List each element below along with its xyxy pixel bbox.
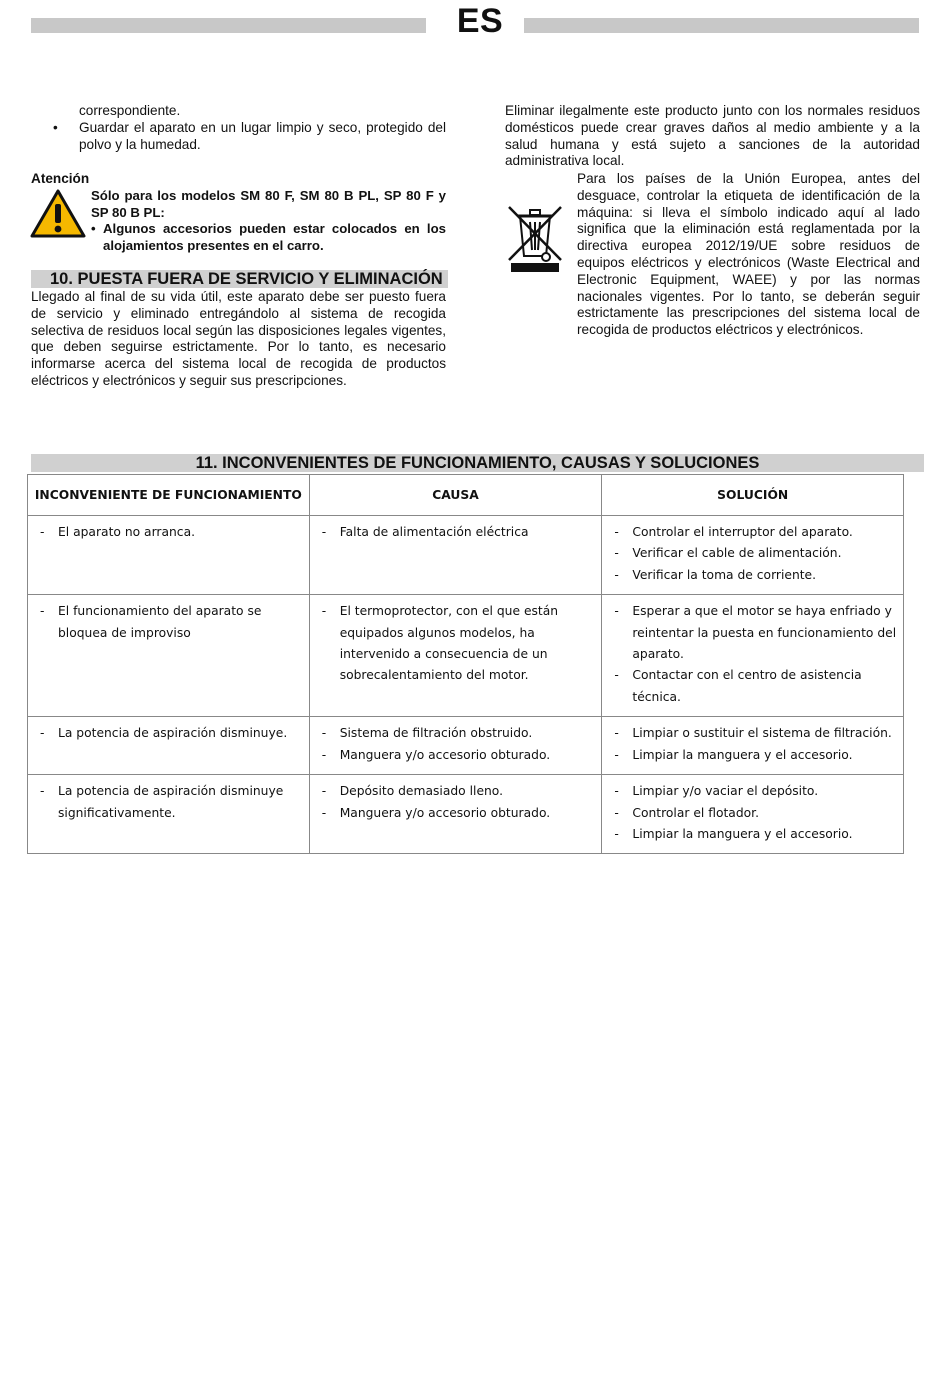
table-row: [28, 717, 904, 775]
item-text: Verificar la toma de corriente.: [632, 567, 817, 582]
warning-icon: [30, 189, 86, 239]
problem-cell: [28, 717, 310, 775]
list-item: - El aparato no arranca.: [40, 525, 196, 539]
attention-models: Sólo para los modelos SM 80 F, SM 80 B PL, SP 80 F y SP 80 B PL:: [91, 188, 446, 220]
item-text: Limpiar la manguera y el accesorio.: [632, 747, 853, 762]
list-item: - Sistema de filtración obstruido.: [321, 726, 533, 741]
section-10-body: [31, 289, 446, 390]
header-cause: CAUSA: [309, 475, 602, 516]
list-item: - La potencia de aspiración disminuye significativamente.: [40, 784, 284, 820]
item-text: El aparato no arranca.: [58, 525, 196, 539]
table-row: [28, 775, 904, 854]
solution-cell: [602, 595, 904, 717]
troubleshooting-table: [27, 474, 904, 854]
list-item: - Limpiar y/o vaciar el depósito.: [614, 784, 819, 799]
left-column-top: [31, 103, 446, 153]
bullet-store: [31, 120, 446, 154]
solution-cell: [602, 717, 904, 775]
cause-cell: [309, 775, 602, 854]
list-item: - Verificar la toma de corriente.: [614, 567, 817, 582]
weee-directive-text: Para los países de la Unión Europea, antes del desguace, controlar la etiqueta de identificación de la máquina: si lleva el símbolo indicado aquí al lado significa que la eliminación está reglamentada por la directiva europea 2012/19/UE sobre residuos de equipos eléctricos y electrónicos (Waste Electrical and Electronic Equipment, WAEE) y por las normas nacionales vigentes. Por lo tanto, se deberán seguir estrictamente las prescripciones del sistema local de recogida de productos eléctricos y electrónicos.: [577, 171, 920, 338]
attention-bullet-text: Algunos accesorios pueden estar colocados en los alojamientos presentes en el carro.: [103, 221, 446, 253]
item-text: Limpiar o sustituir el sistema de filtración.: [632, 726, 892, 741]
table-header-row: [28, 475, 904, 516]
attention-bullet: [91, 221, 446, 255]
solution-cell: [602, 516, 904, 595]
list-item: - Limpiar o sustituir el sistema de filtración.: [614, 726, 892, 741]
item-text: Esperar a que el motor se haya enfriado y reintentar la puesta en funcionamiento del aparato.: [632, 604, 897, 662]
item-text: El termoprotector, con el que están equipados algunos modelos, ha intervenido a consecuencia de un sobrecalentamiento del motor.: [339, 604, 559, 683]
right-paragraph-2: [577, 171, 920, 339]
attention-bullet-dot: •: [91, 221, 96, 236]
problem-cell: [28, 516, 310, 595]
disposal-warning-text: Eliminar ilegalmente este producto junto con los normales residuos domésticos puede crear graves daños al medio ambiente y a la salud humana y está sujeto a sanciones de la autoridad administrativa local.: [505, 103, 920, 169]
crossed-out-wheelie-bin-icon: [506, 204, 564, 274]
item-text: Manguera y/o accesorio obturado.: [339, 805, 551, 820]
solution-cell: [602, 775, 904, 854]
bullet-dot: •: [53, 119, 58, 135]
list-item: - El funcionamiento del aparato se bloquea de improviso: [40, 604, 262, 640]
language-code: ES: [456, 2, 504, 40]
cause-cell: [309, 595, 602, 717]
item-text: Limpiar la manguera y el accesorio.: [632, 827, 853, 842]
list-item: - Controlar el flotador.: [614, 805, 760, 820]
problem-cell: [28, 775, 310, 854]
header-bar-right: [524, 18, 919, 33]
item-text: Limpiar y/o vaciar el depósito.: [632, 784, 819, 799]
item-text: Verificar el cable de alimentación.: [632, 546, 842, 561]
section-11-title-text: 11. INCONVENIENTES DE FUNCIONAMIENTO, CAUSAS Y SOLUCIONES: [195, 454, 760, 472]
problem-cell: [28, 595, 310, 717]
item-text: Controlar el interruptor del aparato.: [632, 525, 853, 539]
item-text: El funcionamiento del aparato se bloquea de improviso: [58, 604, 262, 640]
continuation-line: correspondiente.: [79, 103, 181, 118]
item-text: La potencia de aspiración disminuye.: [58, 726, 288, 741]
list-item: - Depósito demasiado lleno.: [321, 784, 504, 799]
table-row: [28, 516, 904, 595]
item-text: La potencia de aspiración disminuye significativamente.: [58, 784, 284, 820]
cause-cell: [309, 516, 602, 595]
list-item: - El termoprotector, con el que están equipados algunos modelos, ha intervenido a consecuencia de un sobrecalentamiento del motor.: [321, 604, 559, 683]
right-paragraph-1: [505, 103, 920, 170]
header-bar-left: [31, 18, 426, 33]
bullet-store-text: Guardar el aparato en un lugar limpio y seco, protegido del polvo y la humedad.: [79, 119, 446, 152]
list-item: - Manguera y/o accesorio obturado.: [321, 805, 551, 820]
list-item: - Limpiar la manguera y el accesorio.: [614, 827, 853, 842]
section-10-title-text: 10. PUESTA FUERA DE SERVICIO Y ELIMINACIÓN: [50, 270, 443, 288]
header-problem: INCONVENIENTE DE FUNCIONAMIENTO: [28, 475, 310, 516]
item-text: Controlar el flotador.: [632, 805, 760, 820]
section-10-paragraph: Llegado al final de su vida útil, este aparato debe ser puesto fuera de servicio y eliminado entregándolo al sistema de recogida selectiva de residuos local según las disposiciones legales vigentes, que deben seguirse estrictamente. Por lo tanto, es necesario informarse acerca del sistema local de recogida de productos eléctricos y electrónicos y seguir sus prescripciones.: [31, 289, 446, 388]
header-solution: SOLUCIÓN: [602, 475, 904, 516]
cause-cell: [309, 717, 602, 775]
list-item: - La potencia de aspiración disminuye.: [40, 726, 288, 741]
list-item: - Verificar el cable de alimentación.: [614, 546, 842, 561]
list-item: - Controlar el interruptor del aparato.: [614, 525, 853, 539]
section-10-title: [31, 270, 448, 288]
section-11-title: [31, 454, 924, 472]
item-text: Contactar con el centro de asistencia técnica.: [632, 668, 862, 704]
list-item: - Esperar a que el motor se haya enfriado y reintentar la puesta en funcionamiento del aparato.: [614, 604, 897, 662]
item-text: Manguera y/o accesorio obturado.: [339, 747, 551, 762]
table-row: [28, 595, 904, 717]
item-text: Sistema de filtración obstruido.: [339, 726, 533, 741]
list-item: - Limpiar la manguera y el accesorio.: [614, 747, 853, 762]
item-text: Falta de alimentación eléctrica: [339, 525, 529, 539]
list-item: - Contactar con el centro de asistencia técnica.: [614, 668, 862, 704]
item-text: Depósito demasiado lleno.: [339, 784, 504, 799]
list-item: - Falta de alimentación eléctrica: [321, 525, 529, 539]
list-item: - Manguera y/o accesorio obturado.: [321, 747, 551, 762]
attention-label: Atención: [31, 171, 90, 186]
